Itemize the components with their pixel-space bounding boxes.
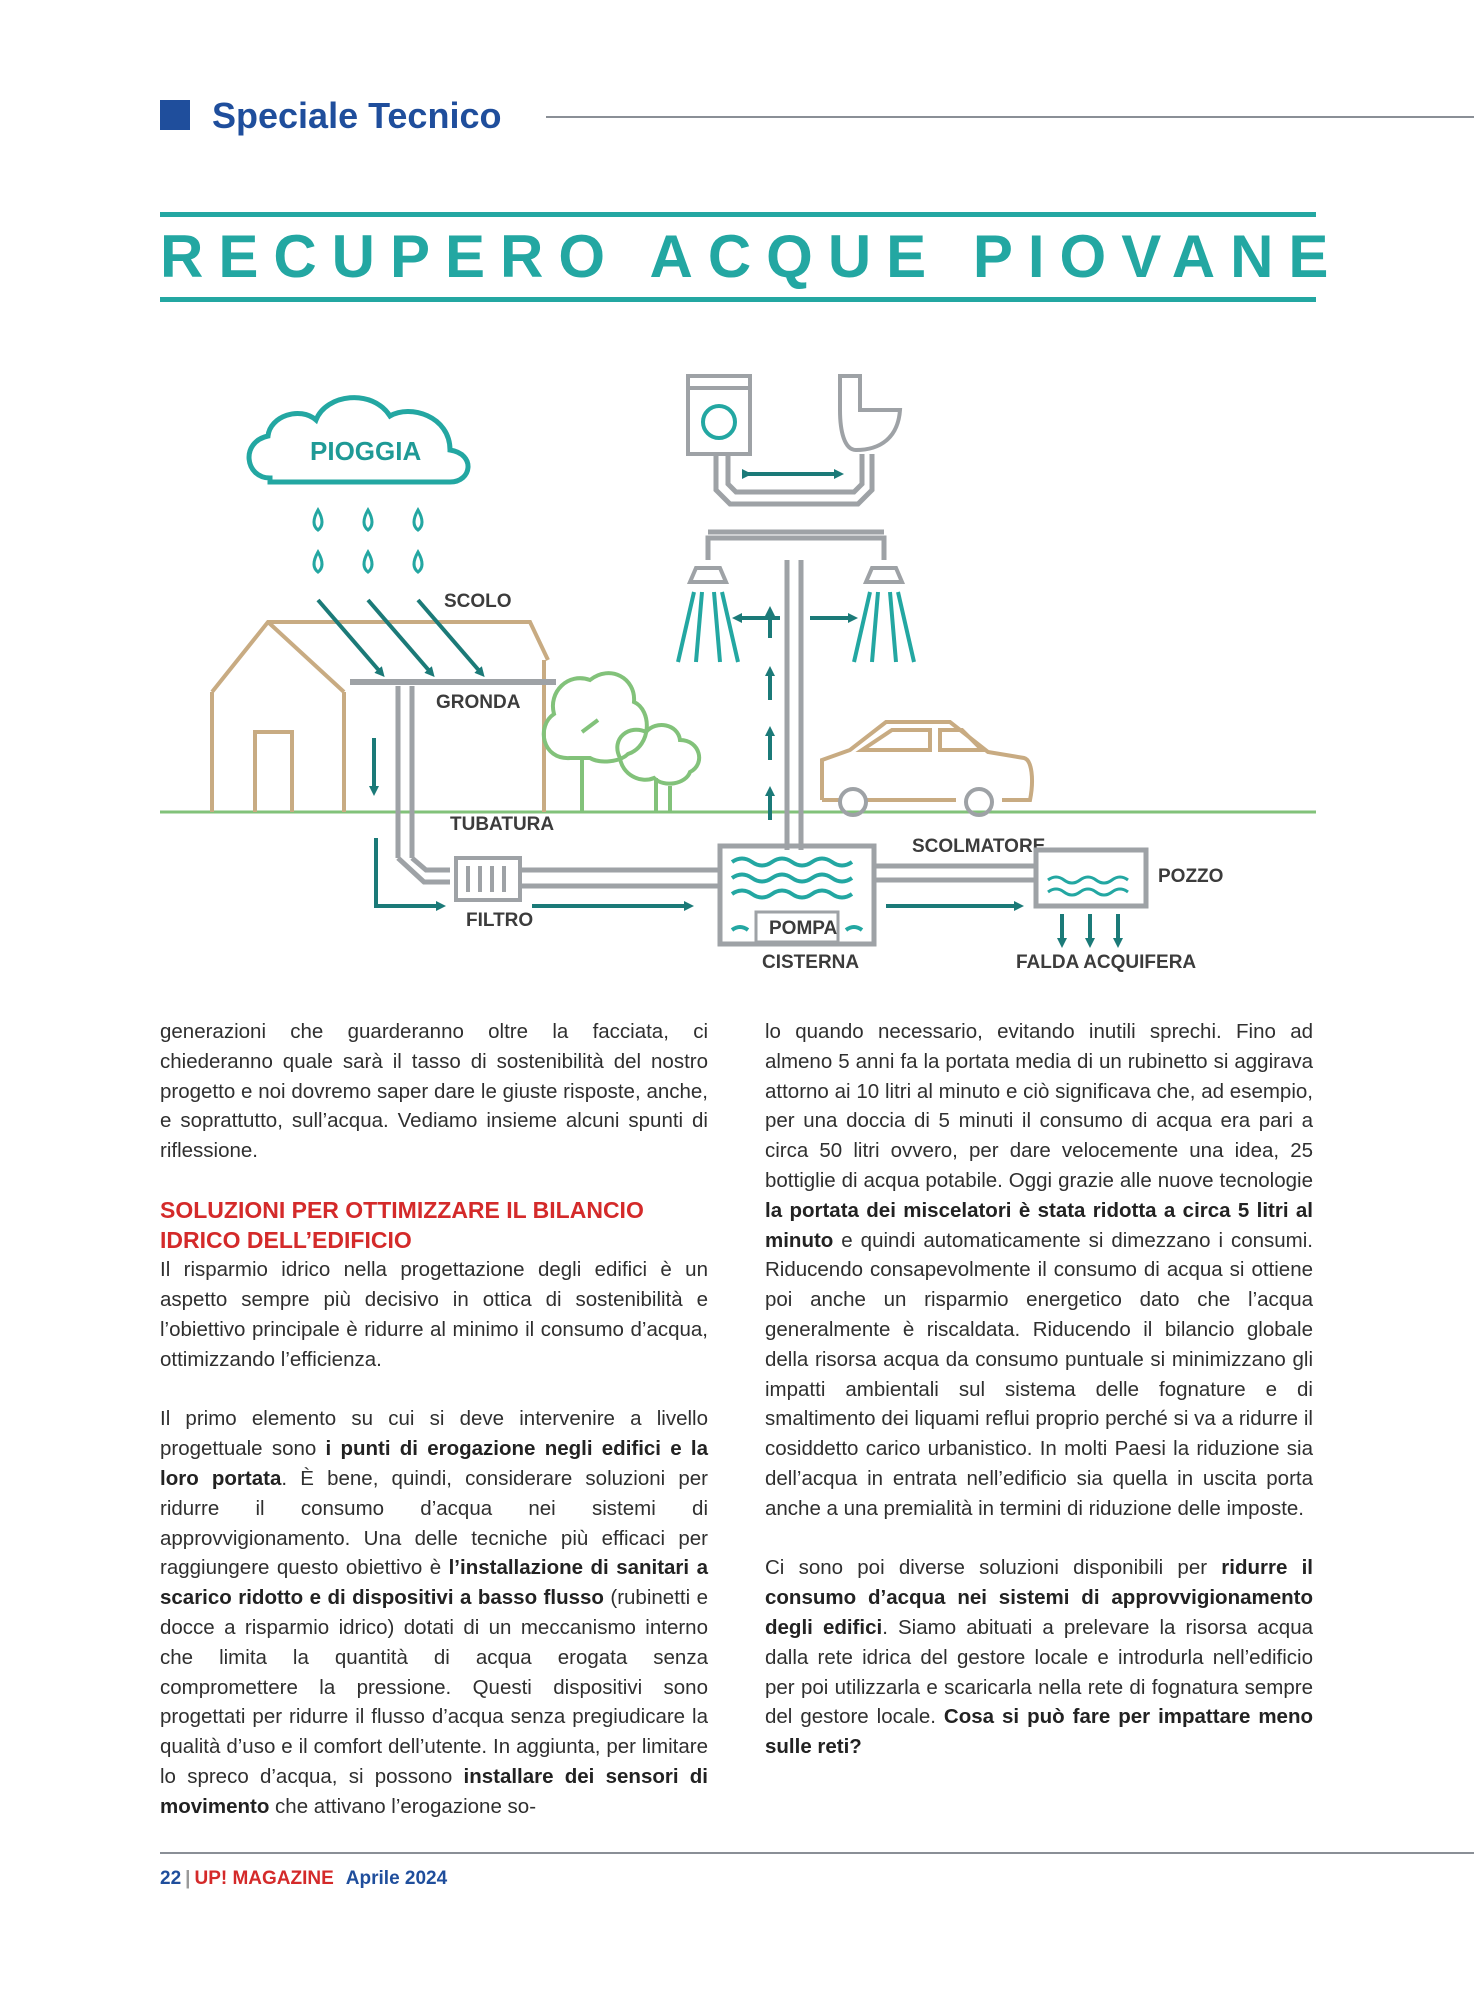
- falda-label: FALDA ACQUIFERA: [1016, 952, 1197, 973]
- text-column-left: [160, 1017, 708, 1822]
- pompa-label: POMPA: [769, 918, 838, 939]
- downpipe: [398, 686, 450, 882]
- aquifer-arrows: [1062, 914, 1118, 944]
- footer-text: [160, 1868, 447, 1890]
- title-band: [160, 212, 1344, 302]
- diagram-svg: [150, 360, 1330, 990]
- issue-date: Aprile 2024: [345, 1868, 448, 1889]
- page-title: RECUPERO ACQUE PIOVANE: [160, 223, 1344, 290]
- supply-pipes: [708, 454, 884, 560]
- shower-head-right-icon: [854, 568, 914, 662]
- paragraph-devices: Il primo elemento su cui si deve intervenire a livello progettuale sono i punti di erogazione negli edifici e la loro portata. È bene, quindi, considerare soluzioni per ridurre il consumo d’acqua nei sistemi di approvvigionamento. Una delle tecniche più efficaci per raggiungere questo obiettivo è l’installazione di sanitari a scarico ridotto e di dispositivi a basso flusso (rubinetti e docce a risparmio idrico) dotati di un meccanismo interno che limita la quantità di acqua erogata senza compromettere la pressione. Questi dispositivi sono progettati per ridurre il flusso d’acqua senza pregiudicare la qualità d’uso e il comfort dell’utente. In aggiunta, per limitare lo spreco d’acqua, si possono installare dei sensori di movimento che attivano l’erogazione so-: [160, 1407, 708, 1818]
- house-icon: [212, 622, 548, 812]
- cisterna-label: CISTERNA: [762, 952, 860, 973]
- paragraph-supply: Ci sono poi diverse soluzioni disponibili per ridurre il consumo d’acqua nei sistemi di approvvigionamento degli edifici. Siamo abituati a prelevare la risorsa acqua dalla rete idrica del gestore locale e introdurla nell’edificio per poi utilizzarla e scaricarla nella rete di fognatura sempre del gestore locale. Cosa si può fare per impattare meno sulle reti?: [765, 1556, 1313, 1759]
- intro-paragraph: generazioni che guarderanno oltre la facciata, ci chiederanno quale sarà il tasso di sostenibilità del nostro progetto e noi dovremo saper dare le giuste risposte, anche, e soprattutto, sull’acqua. Vediamo insieme alcuni spunti di riflessione.: [160, 1020, 708, 1163]
- shower-head-left-icon: [678, 568, 738, 662]
- page-number: 22: [160, 1868, 182, 1889]
- riser-pipe: [787, 560, 801, 850]
- tree-icon: [544, 673, 699, 812]
- gronda-label: GRONDA: [436, 692, 521, 713]
- text-column-right: [765, 1017, 1313, 1762]
- paragraph-flow-rates: lo quando necessario, evitando inutili sprechi. Fino ad almeno 5 anni fa la portata media di un rubinetto si aggirava attorno ai 10 litri al minuto e ciò significava che, ad esempio, per una doccia di 5 minuti il consumo di acqua era pari a circa 50 litri ovvero, per dare velocemente una idea, 25 bottiglie di acqua potabile. Oggi grazie alle nuove tecnologie la portata dei miscelatori è stata ridotta a circa 5 litri al minuto e quindi automaticamente si dimezzano i consumi. Riducendo consapevolmente il consumo di acqua si ottiene poi anche un risparmio energetico dato che l’acqua generalmente è riscaldata. Riducendo il bilancio globale della risorsa acqua da consumo puntuale si minimizzano gli impatti ambientali sul sistema delle fognature e di smaltimento dei liquami reflui proprio perché si va a ridurre il cosiddetto carico urbanistico. In molti Paesi la riduzione sia dell’acqua in entrata nell’edificio sia quella in uscita porta anche a una premialità in termini di riduzione delle imposte.: [765, 1020, 1313, 1520]
- page-footer: [160, 1852, 1474, 1892]
- filtro-label: FILTRO: [466, 910, 534, 931]
- section-header: [160, 92, 1474, 142]
- title-rule-bottom: [160, 297, 1316, 302]
- toilet-icon: [840, 376, 900, 450]
- pozzo-label: POZZO: [1158, 866, 1224, 887]
- section-title: Speciale Tecnico: [212, 95, 502, 136]
- pioggia-label: PIOGGIA: [310, 436, 422, 466]
- paragraph-savings: Il risparmio idrico nella progettazione degli edifici è un aspetto sempre più decisivo in ottica di sostenibilità e l’obiettivo principale è ridurre al minimo il consumo d’acqua, ottimizzando l’efficienza.: [160, 1258, 708, 1371]
- header-rule: [546, 116, 1474, 118]
- section-subheading: SOLUZIONI PER OTTIMIZZARE IL BILANCIO IDRICO DELL’EDIFICIO: [160, 1196, 644, 1253]
- section-marker: [160, 100, 190, 130]
- title-rule-top: [160, 212, 1316, 217]
- scolmatore-label: SCOLMATORE: [912, 836, 1046, 857]
- washing-machine-icon: [688, 376, 750, 454]
- magazine-name: UP! MAGAZINE: [194, 1868, 334, 1889]
- filter-icon: [456, 858, 520, 900]
- overflow-pipe: [876, 866, 1036, 880]
- footer-rule: [160, 1852, 1474, 1854]
- scolo-label: SCOLO: [444, 591, 512, 612]
- rainwater-diagram: [150, 360, 1330, 990]
- raindrops-icon: [314, 510, 422, 572]
- footer-separator: |: [185, 1868, 191, 1889]
- well-water-icon: [1048, 877, 1128, 895]
- washer-door: [703, 406, 735, 438]
- tubatura-label: TUBATURA: [450, 814, 555, 835]
- pipe-filter-cistern: [520, 870, 718, 886]
